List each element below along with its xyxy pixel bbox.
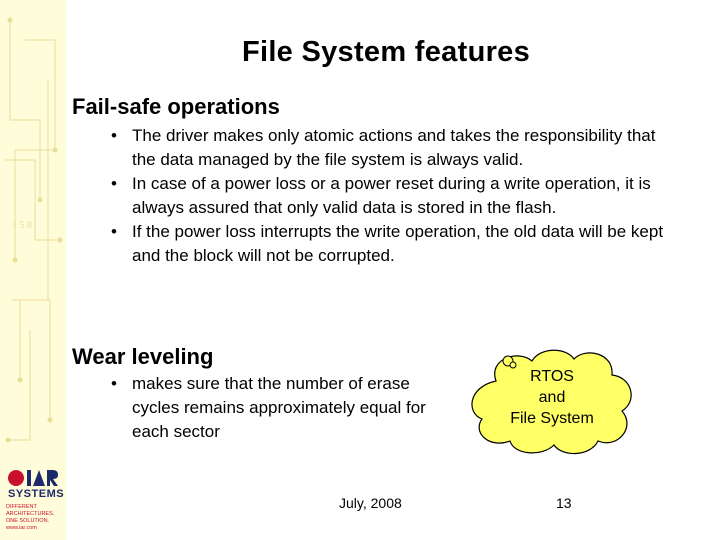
circuit-pattern [0, 0, 66, 460]
callout-line: and [538, 389, 566, 406]
bullet-icon: • [111, 222, 117, 241]
bullet-text: The driver makes only atomic actions and takes the responsibility that the data managed by the file system is always valid. [132, 126, 656, 169]
bullet-text: In case of a power loss or a power reset during a write operation, it is always assured that only valid data is stored in the flash. [132, 174, 651, 217]
bullet-icon: • [111, 174, 117, 193]
callout-line: File System [510, 410, 594, 427]
fail-safe-bullet-list [108, 124, 668, 268]
logo-tagline-text: DIFFERENT ARCHITECTURES. ONE SOLUTION. [6, 504, 55, 524]
bullet-icon: • [111, 374, 117, 393]
iar-systems-logo [2, 466, 64, 536]
logo-tagline [6, 504, 64, 532]
callout-text [466, 366, 638, 429]
list-item [108, 220, 668, 268]
side-decor-strip [0, 0, 66, 540]
logo-url: www.iar.com [6, 525, 37, 531]
list-item [108, 372, 460, 444]
bullet-icon: • [111, 126, 117, 145]
logo-systems-text: SYSTEMS [8, 488, 65, 500]
wear-leveling-bullet-list [108, 372, 460, 444]
page-number: 13 [556, 495, 572, 511]
callout-line: RTOS [530, 368, 574, 385]
list-item [108, 172, 668, 220]
section-heading-wear-leveling: Wear leveling [72, 344, 214, 369]
list-item [108, 124, 668, 172]
iar-logo-icon [8, 468, 58, 488]
slide-title: File System features [241, 36, 531, 68]
bullet-text: makes sure that the number of erase cycles remains approximately equal for each sector [132, 374, 426, 441]
svg-text:1 5 8: 1 5 8 [12, 220, 32, 231]
section-heading-fail-safe: Fail-safe operations [72, 94, 280, 119]
bullet-text: If the power loss interrupts the write operation, the old data will be kept and the block will not be corrupted. [132, 222, 664, 265]
footer-date: July, 2008 [339, 495, 402, 511]
